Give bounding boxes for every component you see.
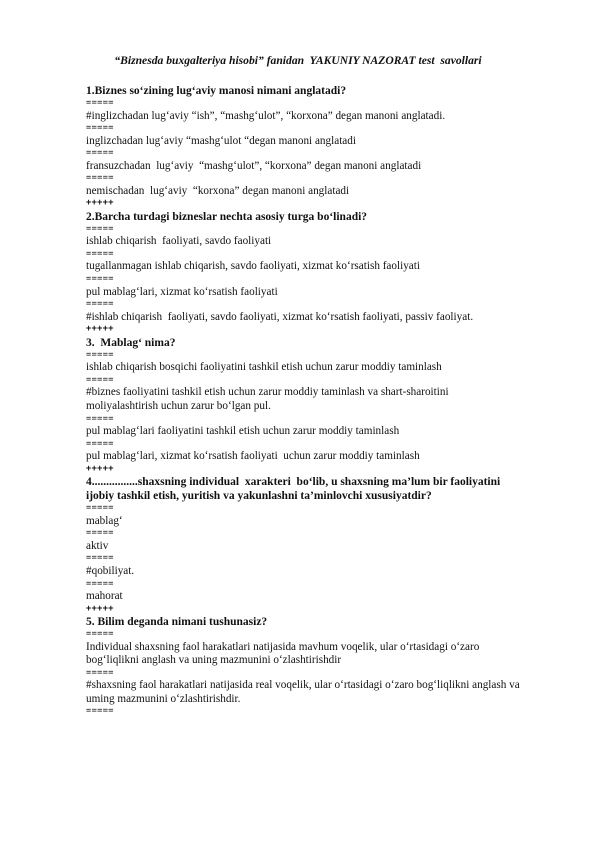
answer-option: mablag‘ xyxy=(86,514,123,527)
answer-separator: ===== xyxy=(86,503,114,514)
answer-separator: ===== xyxy=(86,706,114,717)
answer-separator: ===== xyxy=(86,98,114,108)
answer-separator: ===== xyxy=(86,553,114,564)
answer-option: nemischadan lug‘aviy “korxona” degan manoni anglatadi xyxy=(86,184,350,197)
answer-separator: ===== xyxy=(86,223,114,234)
answer-option: ishlab chiqarish bosqichi faoliyatini tashkil etish uchun zarur moddiy taminlash xyxy=(86,361,442,374)
question-text: 2.Barcha turdagi bizneslar nechta asosiy turga bo‘linadi? xyxy=(86,210,368,223)
question-separator: +++++ xyxy=(86,463,114,474)
answer-option: aktiv xyxy=(86,539,109,552)
test-content xyxy=(86,84,556,718)
answer-option: fransuzchadan lug‘aviy “mashg‘ulot”, “korxona” degan manoni anglatadi xyxy=(86,159,422,172)
answer-option: #inglizchadan lug‘aviy “ish”, “mashg‘ulot”, “korxona” degan manoni anglatadi. xyxy=(86,109,446,122)
answer-option: pul mablag‘lari, xizmat ko‘rsatish faoliyati uchun zarur moddiy taminlash xyxy=(86,450,420,463)
answer-option: tugallanmagan ishlab chiqarish, savdo faoliyati, xizmat ko‘rsatish faoliyati xyxy=(86,260,420,273)
question-separator: +++++ xyxy=(86,324,114,335)
answer-separator: ===== xyxy=(86,299,114,310)
answer-separator: ===== xyxy=(86,667,114,678)
answer-option: pul mablag‘lari, xizmat ko‘rsatish faoliyati xyxy=(86,285,278,298)
answer-separator: ===== xyxy=(86,413,114,424)
answer-option: #qobiliyat. xyxy=(86,564,135,577)
answer-option: #biznes faoliyatini tashkil etish uchun zarur moddiy taminlash va shart-sharoitini moliyalashtirish uchun zarur bo‘lgan pul. xyxy=(86,386,449,412)
answer-separator: ===== xyxy=(86,173,114,184)
answer-separator: ===== xyxy=(86,349,114,360)
answer-separator: ===== xyxy=(86,629,114,640)
question-separator: +++++ xyxy=(86,198,114,209)
answer-option: pul mablag‘lari faoliyatini tashkil etish uchun zarur moddiy taminlash xyxy=(86,425,400,438)
answer-option: #shaxsning faol harakatlari natijasida real voqelik, ular o‘rtasidagi o‘zaro bog‘liqlikni anglash va uming mazmunini o‘zlashtirishdir. xyxy=(86,679,520,705)
answer-separator: ===== xyxy=(86,148,114,159)
question-separator: +++++ xyxy=(86,603,114,614)
answer-separator: ===== xyxy=(86,374,114,385)
answer-option: ishlab chiqarish faoliyati, savdo faoliyati xyxy=(86,235,272,248)
answer-separator: ===== xyxy=(86,578,114,589)
question-text: 4................shaxsning individual xarakteri bo‘lib, u shaxsning ma’lum bir faoliyatini ijobiy tashkil etish, yuritish va yakunlashni ta’minlovchi xususiyatdir? xyxy=(86,476,501,503)
answer-option: Individual shaxsning faol harakatlari natijasida mavhum voqelik, ular o‘rtasidagi o‘zaro bog‘liqlikni anglash va uning mazmunini o‘zlashtirishdir xyxy=(86,640,480,667)
answer-separator: ===== xyxy=(86,123,114,134)
answer-separator: ===== xyxy=(86,248,114,259)
answer-option: inglizchadan lug‘aviy “mashg‘ulot “degan manoni anglatadi xyxy=(86,134,356,147)
answer-separator: ===== xyxy=(86,438,114,449)
document-title: “Biznesda buxgalteriya hisobi” fanidan YAKUNIY NAZORAT test savollari xyxy=(114,54,482,67)
answer-separator: ===== xyxy=(86,528,114,539)
answer-option: #ishlab chiqarish faoliyati, savdo faoliyati, xizmat ko‘rsatish faoliyati, passiv faoliyat. xyxy=(86,310,474,323)
question-text: 1.Biznes so‘zining lug‘aviy manosi nimani anglatadi? xyxy=(86,85,347,97)
question-text: 3. Mablag‘ nima? xyxy=(86,336,176,349)
answer-option: mahorat xyxy=(86,590,123,602)
answer-separator: ===== xyxy=(86,274,114,285)
question-text: 5. Bilim deganda nimani tushunasiz? xyxy=(86,616,268,629)
